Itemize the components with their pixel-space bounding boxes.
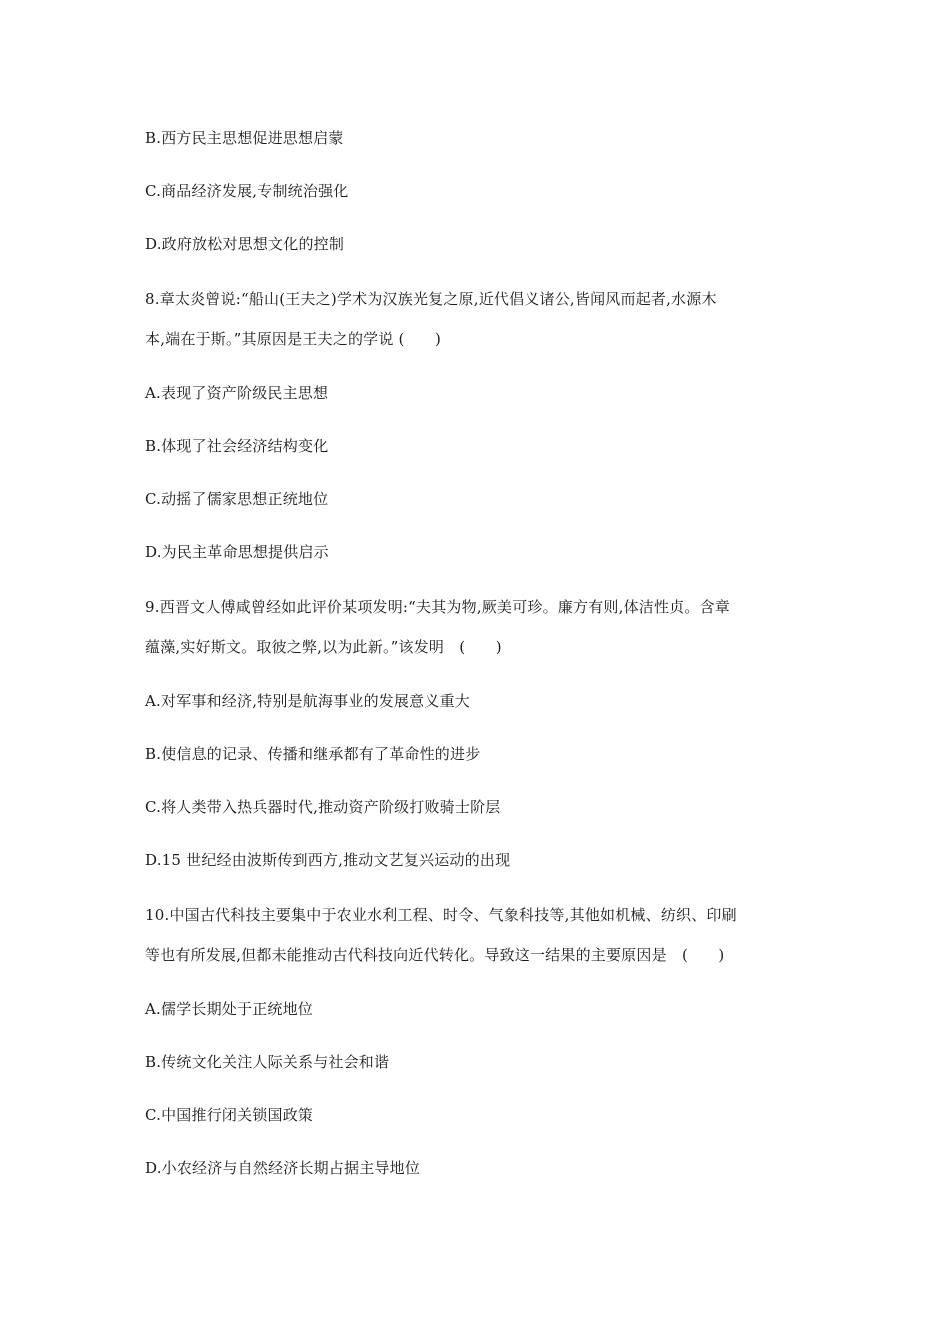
q10-stem-line-2: 等也有所发展,但都未能推动古代科技向近代转化。导致这一结果的主要原因是 ( ) (145, 946, 725, 964)
q10-option-b: B.传统文化关注人际关系与社会和谐 (145, 1053, 390, 1071)
q8-option-c: C.动摇了儒家思想正统地位 (145, 490, 329, 508)
q8-option-b: B.体现了社会经济结构变化 (145, 437, 329, 455)
q10-stem-line-1: 10.中国古代科技主要集中于农业水利工程、时令、气象科技等,其他如机械、纺织、印刷 (145, 906, 737, 924)
q7-option-d: D.政府放松对思想文化的控制 (145, 235, 345, 253)
q9-stem-line-1: 9.西晋文人傅咸曾经如此评价某项发明:“夫其为物,厥美可珍。廉方有则,体洁性贞。含章 (145, 598, 730, 616)
q7-option-b: B.西方民主思想促进思想启蒙 (145, 129, 344, 147)
q10-option-d: D.小农经济与自然经济长期占据主导地位 (145, 1159, 421, 1177)
q7-option-c: C.商品经济发展,专制统治强化 (145, 182, 349, 200)
q8-stem-line-1: 8.章太炎曾说:“船山(王夫之)学术为汉族光复之原,近代倡义诸公,皆闻风而起者,水源木 (145, 290, 717, 308)
q9-option-b: B.使信息的记录、传播和继承都有了革命性的进步 (145, 745, 481, 763)
q8-option-d: D.为民主革命思想提供启示 (145, 543, 329, 561)
q10-option-a: A.儒学长期处于正统地位 (145, 1000, 314, 1018)
q9-option-a: A.对军事和经济,特别是航海事业的发展意义重大 (145, 692, 470, 710)
q9-option-c: C.将人类带入热兵器时代,推动资产阶级打败骑士阶层 (145, 798, 501, 816)
q10-option-c: C.中国推行闭关锁国政策 (145, 1106, 314, 1124)
q8-stem-line-2: 本,端在于斯。”其原因是王夫之的学说 ( ) (145, 330, 442, 348)
q8-option-a: A.表现了资产阶级民主思想 (145, 384, 329, 402)
q9-stem-line-2: 蕴藻,实好斯文。取彼之弊,以为此新。”该发明 ( ) (145, 638, 502, 656)
q9-option-d: D.15 世纪经由波斯传到西方,推动文艺复兴运动的出现 (145, 851, 511, 869)
